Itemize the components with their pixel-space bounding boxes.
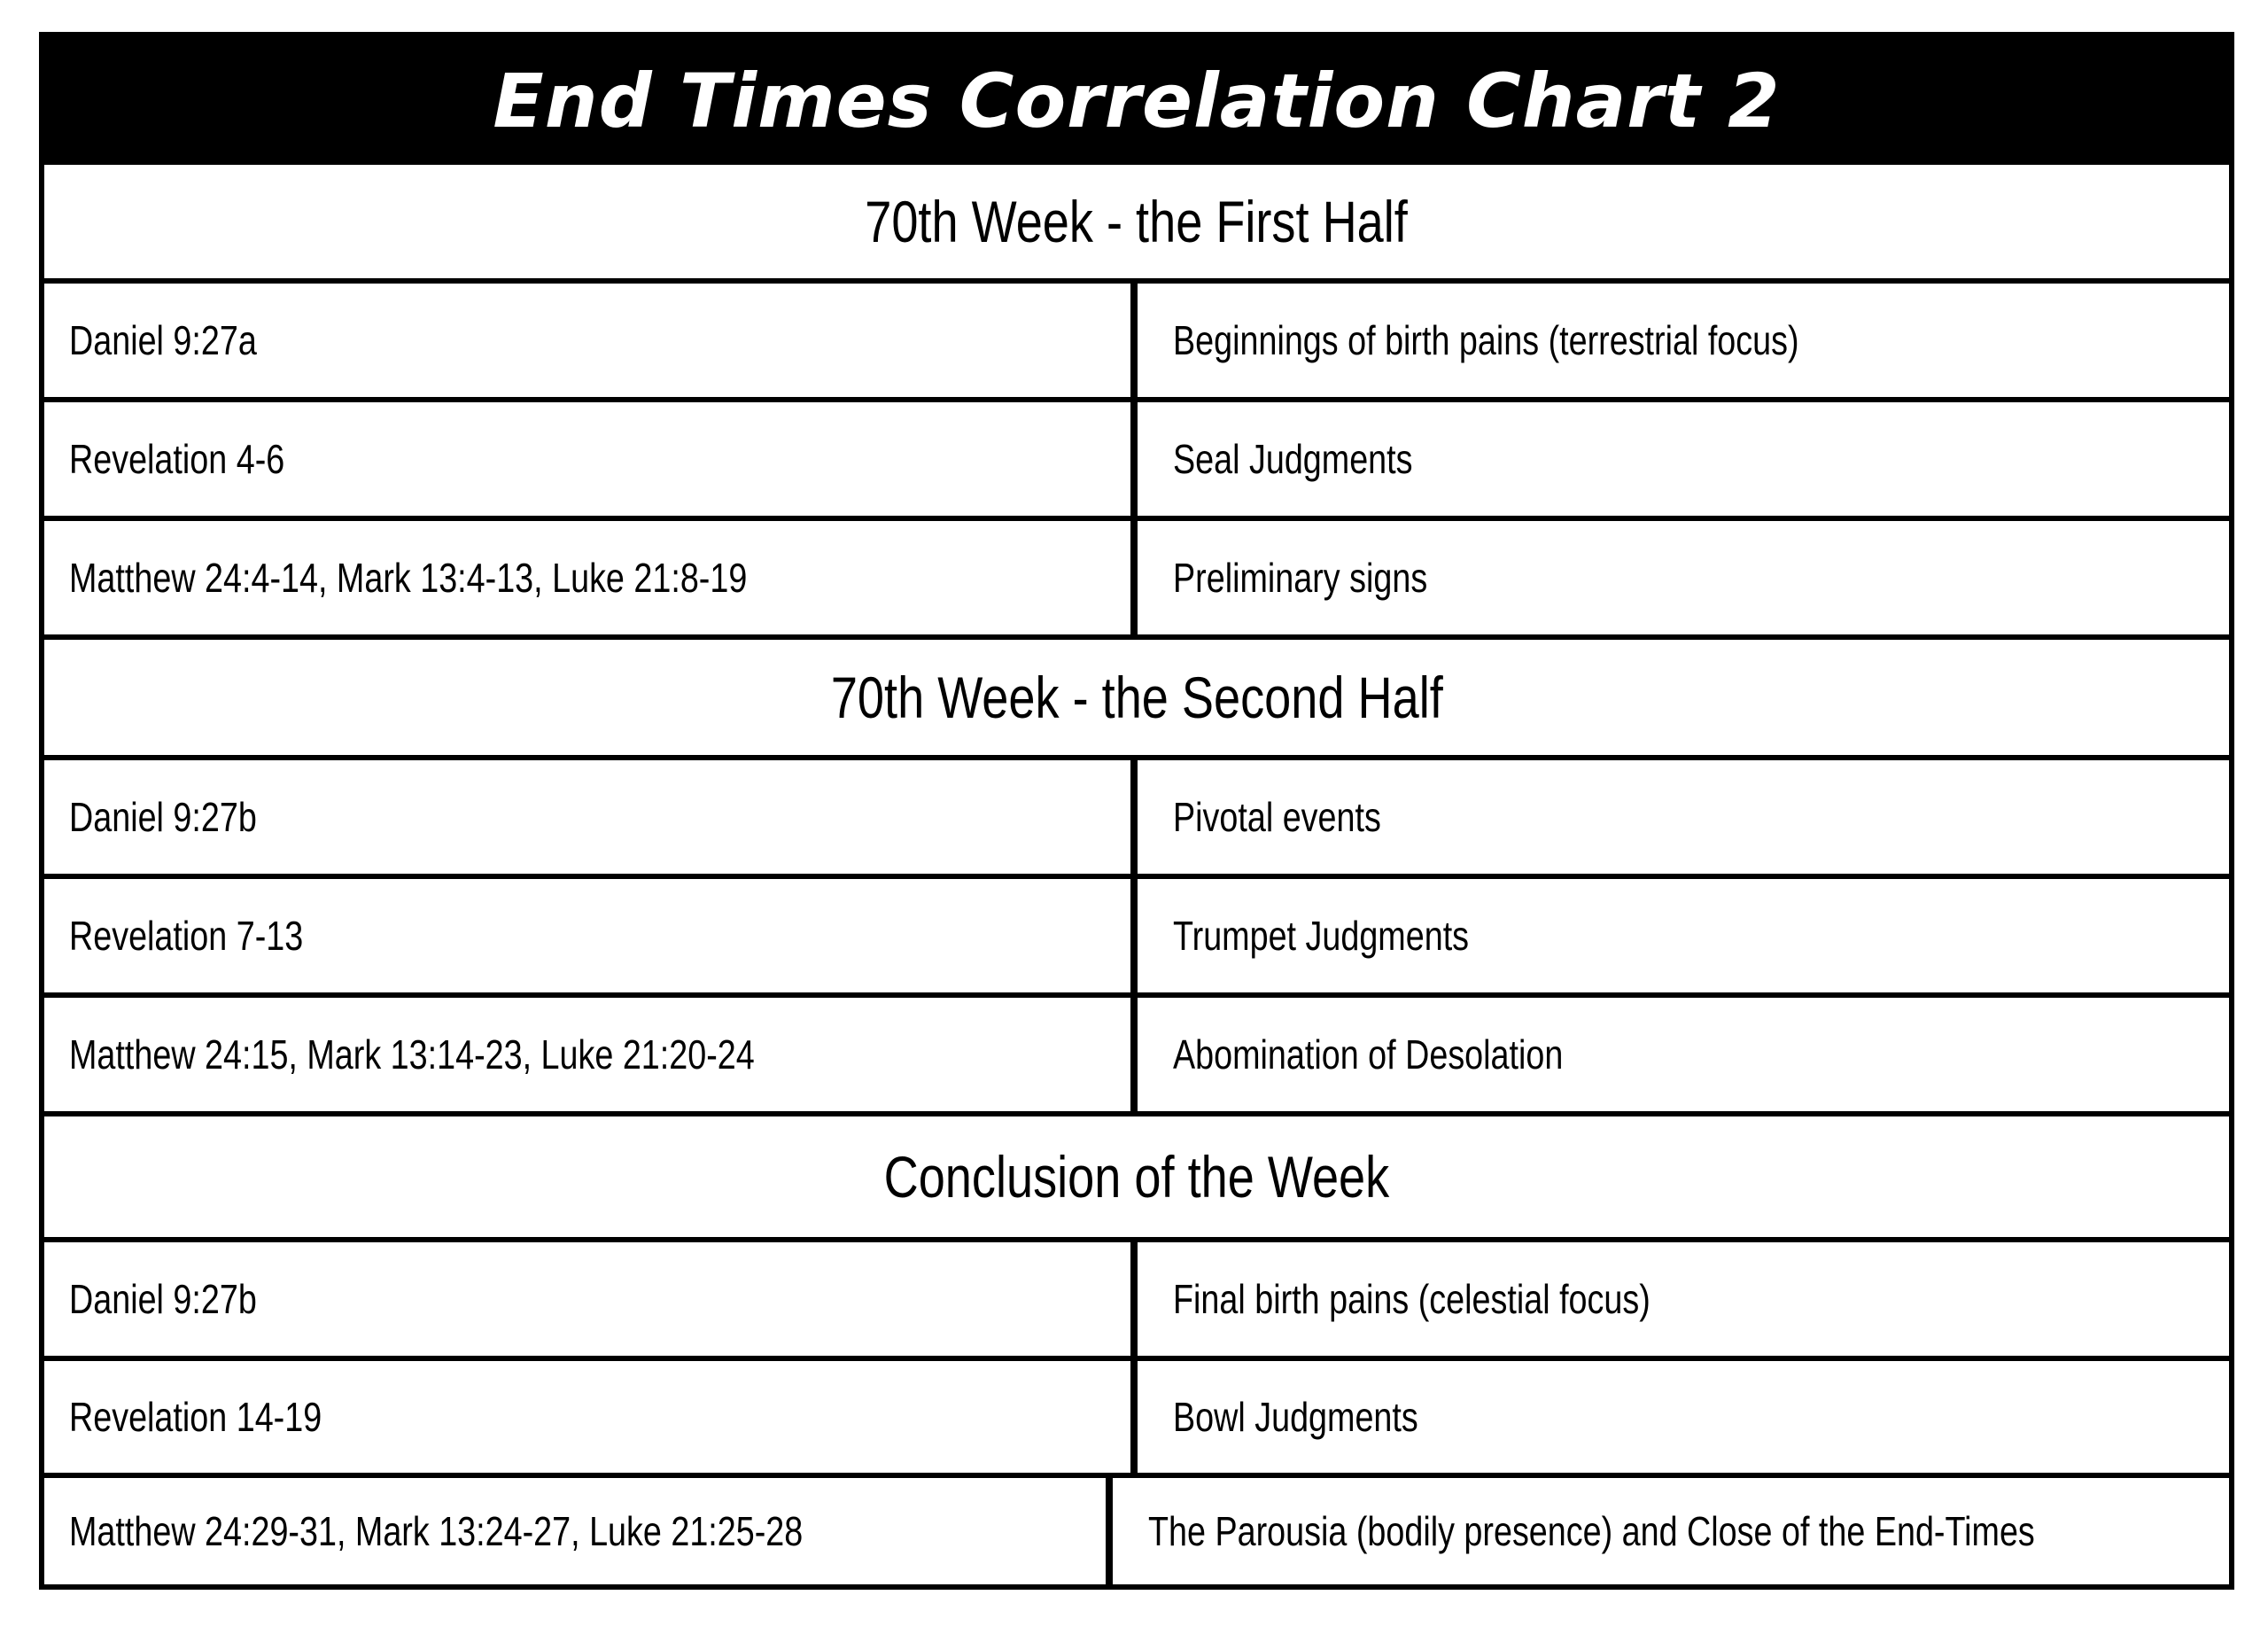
table-row: [44, 397, 2229, 516]
reference-cell: [44, 284, 1138, 397]
table-row: [44, 1237, 2229, 1356]
description-text: Final birth pains (celestial focus): [1173, 1276, 1651, 1322]
correlation-chart: [39, 32, 2234, 1590]
description-cell: [1138, 284, 2229, 397]
reference-cell: [44, 998, 1138, 1111]
table-row: [44, 516, 2229, 634]
reference-text: Matthew 24:29-31, Mark 13:24-27, Luke 21:25-28: [69, 1508, 804, 1554]
description-cell: [1138, 760, 2229, 874]
description-text: The Parousia (bodily presence) and Close of the End-Times: [1147, 1508, 2035, 1554]
description-cell: [1138, 521, 2229, 634]
description-text: Trumpet Judgments: [1173, 913, 1470, 959]
description-text: Abomination of Desolation: [1173, 1031, 1564, 1078]
reference-text: Daniel 9:27a: [69, 317, 257, 363]
section-heading-row: [44, 159, 2229, 278]
reference-cell: [44, 1242, 1138, 1356]
title-bar: [44, 37, 2229, 165]
reference-text: Revelation 14-19: [69, 1394, 322, 1440]
table-row: [44, 1356, 2229, 1473]
reference-text: Daniel 9:27b: [69, 1276, 257, 1322]
description-text: Pivotal events: [1173, 794, 1381, 840]
table-row: [44, 1473, 2229, 1584]
section-heading: 70th Week - the Second Half: [830, 665, 1443, 730]
reference-cell: [44, 1361, 1138, 1473]
section-heading-row: [44, 634, 2229, 755]
description-text: Preliminary signs: [1173, 555, 1428, 601]
description-cell: [1138, 998, 2229, 1111]
section-heading-row: [44, 1111, 2229, 1237]
section-heading: 70th Week - the First Half: [865, 189, 1409, 254]
reference-cell: [44, 879, 1138, 992]
description-cell: [1138, 1242, 2229, 1356]
reference-cell: [44, 760, 1138, 874]
reference-text: Revelation 4-6: [69, 436, 285, 482]
table-row: [44, 992, 2229, 1111]
table-row: [44, 278, 2229, 397]
reference-text: Matthew 24:15, Mark 13:14-23, Luke 21:20-24: [69, 1031, 755, 1078]
description-cell: [1113, 1478, 2229, 1584]
reference-text: Daniel 9:27b: [69, 794, 257, 840]
table-row: [44, 755, 2229, 874]
reference-text: Matthew 24:4-14, Mark 13:4-13, Luke 21:8-19: [69, 555, 748, 601]
reference-cell: [44, 521, 1138, 634]
description-text: Beginnings of birth pains (terrestrial focus): [1173, 317, 1799, 363]
description-cell: [1138, 1361, 2229, 1473]
reference-text: Revelation 7-13: [69, 913, 304, 959]
chart-title: End Times Correlation Chart 2: [493, 58, 1781, 144]
section-heading: Conclusion of the Week: [883, 1144, 1390, 1210]
description-text: Seal Judgments: [1173, 436, 1413, 482]
description-cell: [1138, 879, 2229, 992]
reference-cell: [44, 402, 1138, 516]
description-text: Bowl Judgments: [1173, 1394, 1418, 1440]
table-row: [44, 874, 2229, 992]
reference-cell: [44, 1478, 1113, 1584]
description-cell: [1138, 402, 2229, 516]
